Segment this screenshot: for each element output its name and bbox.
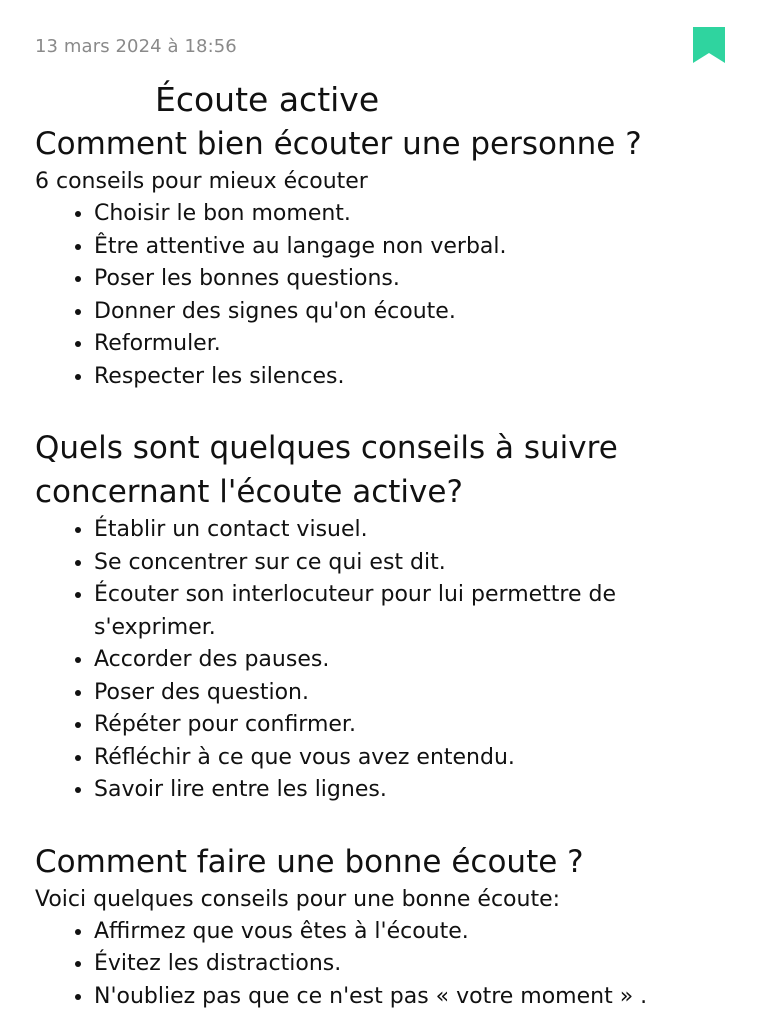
section-heading: Quels sont quelques conseils à suivre concernant l'écoute active? (35, 430, 618, 510)
list-item: • N'oubliez pas que ce n'est pas « votre moment » . (94, 981, 735, 1014)
list-item: • Poser des question. (94, 677, 735, 710)
list-item: • Répéter pour confirmer. (94, 709, 735, 742)
list-item: • Donner des signes qu'on écoute. (94, 296, 735, 329)
section-heading: Comment faire une bonne écoute ? (35, 843, 584, 880)
bullet-list (35, 514, 735, 807)
note-section (35, 840, 735, 1014)
list-item: • Réfléchir à ce que vous avez entendu. (94, 742, 735, 775)
section-intro: Voici quelques conseils pour une bonne écoute: (35, 886, 561, 912)
list-item: • Se concentrer sur ce qui est dit. (94, 547, 735, 580)
bullet-list (35, 198, 735, 393)
list-item: • Savoir lire entre les lignes. (94, 774, 735, 807)
note-title: Écoute active (155, 80, 380, 119)
note-body[interactable] (35, 78, 735, 1013)
list-item: • Évitez les distractions. (94, 948, 735, 981)
section-spacer (35, 393, 735, 426)
note-timestamp: 13 mars 2024 à 18:56 (35, 36, 237, 57)
list-item: • Écouter son interlocuteur pour lui permettre de s'exprimer. (94, 579, 735, 644)
section-heading: Comment bien écouter une personne ? (35, 126, 642, 162)
section-intro: 6 conseils pour mieux écouter (35, 169, 368, 194)
section-spacer (35, 807, 735, 840)
bookmark-icon (693, 27, 725, 63)
note-section (35, 122, 735, 393)
list-item: • Affirmez que vous êtes à l'écoute. (94, 916, 735, 949)
list-item: • Choisir le bon moment. (94, 198, 735, 231)
list-item: • Établir un contact visuel. (94, 514, 735, 547)
note-section (35, 426, 735, 807)
list-item: • Être attentive au langage non verbal. (94, 231, 735, 264)
list-item: • Reformuler. (94, 328, 735, 361)
bullet-list (35, 916, 735, 1014)
list-item: • Accorder des pauses. (94, 644, 735, 677)
list-item: • Respecter les silences. (94, 361, 735, 394)
bookmark-button[interactable] (693, 27, 725, 63)
list-item: • Poser les bonnes questions. (94, 263, 735, 296)
